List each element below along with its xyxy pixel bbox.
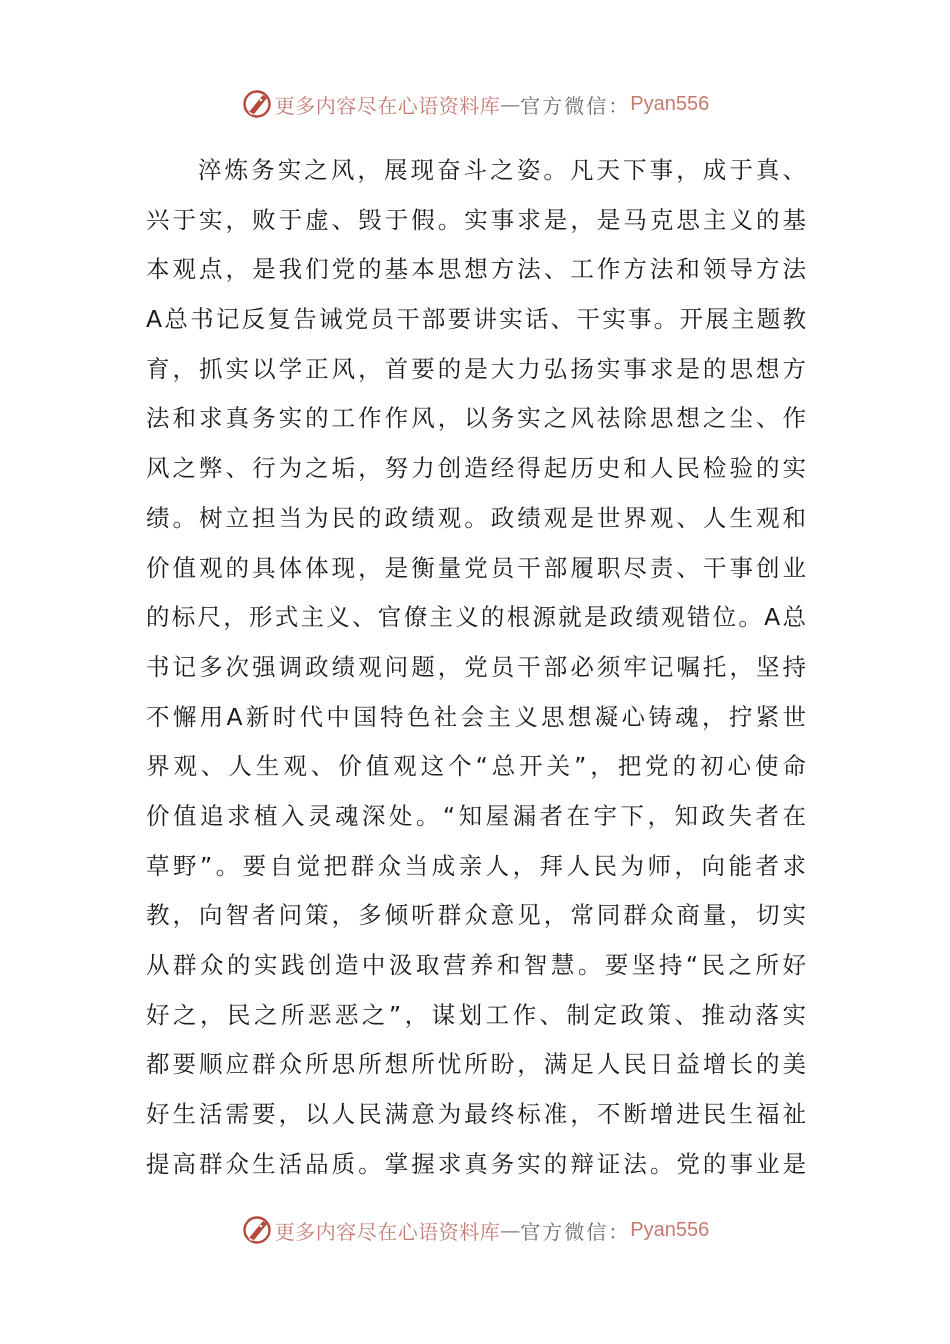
footer-banner — [0, 1210, 950, 1250]
pen-nib-circle-icon — [241, 88, 273, 120]
text-line: 的标尺，形式主义、官僚主义的根源就是政绩观错位。A总 — [146, 603, 806, 632]
header-banner — [0, 84, 950, 124]
text-line: 不懈用A新时代中国特色社会主义思想凝心铸魂，拧紧世 — [146, 702, 806, 731]
banner-separator: — — [500, 1218, 521, 1242]
text-line: 都要顺应群众所思所想所忧所盼，满足人民日益增长的美 — [146, 1050, 806, 1079]
text-line: 价值追求植入灵魂深处。“知屋漏者在宇下，知政失者在 — [146, 801, 806, 830]
text-line: 界观、人生观、价值观这个“总开关”，把党的初心使命 — [146, 752, 806, 781]
banner-account-id: Pyan556 — [630, 92, 710, 115]
text-line: 书记多次强调政绩观问题，党员干部必须牢记嘱托，坚持 — [146, 652, 806, 681]
text-line: 本观点，是我们党的基本思想方法、工作方法和领导方法 — [146, 255, 806, 284]
text-line: 价值观的具体体现，是衡量党员干部履职尽责、干事创业 — [146, 553, 806, 582]
text-line: 育，抓实以学正风，首要的是大力弘扬实事求是的思想方 — [146, 354, 806, 383]
text-line: 提高群众生活品质。掌握求真务实的辩证法。党的事业是 — [146, 1149, 806, 1178]
text-line: 好之，民之所恶恶之”，谋划工作、制定政策、推动落实 — [146, 1000, 806, 1029]
text-line: 绩。树立担当为民的政绩观。政绩观是世界观、人生观和 — [146, 503, 806, 532]
text-line: 草野”。要自觉把群众当成亲人，拜人民为师，向能者求 — [146, 851, 806, 880]
text-line: 淬炼务实之风，展现奋斗之姿。凡天下事，成于真、 — [198, 156, 806, 184]
body-text — [146, 146, 806, 1189]
text-line: 风之弊、行为之垢，努力创造经得起历史和人民检验的实 — [146, 454, 806, 483]
banner-promo-text: 更多内容尽在心语资料库 — [274, 1219, 501, 1244]
text-line: 兴于实，败于虚、毁于假。实事求是，是马克思主义的基 — [146, 205, 806, 234]
text-line: A总书记反复告诫党员干部要讲实话、干实事。开展主题教 — [146, 305, 806, 334]
text-line: 从群众的实践创造中汲取营养和智慧。要坚持“民之所好 — [146, 951, 806, 979]
banner-official-label: 官方微信： — [520, 93, 631, 118]
banner-account-id: Pyan556 — [630, 1218, 710, 1241]
banner-separator: — — [500, 92, 521, 116]
banner-promo-text: 更多内容尽在心语资料库 — [274, 93, 501, 118]
text-line: 法和求真务实的工作作风，以务实之风祛除思想之尘、作 — [146, 404, 806, 433]
pen-nib-circle-icon — [241, 1214, 273, 1246]
text-line: 好生活需要，以人民满意为最终标准，不断增进民生福祉 — [146, 1100, 806, 1129]
text-line: 教，向智者问策，多倾听群众意见，常同群众商量，切实 — [146, 901, 806, 930]
banner-official-label: 官方微信： — [520, 1219, 631, 1244]
